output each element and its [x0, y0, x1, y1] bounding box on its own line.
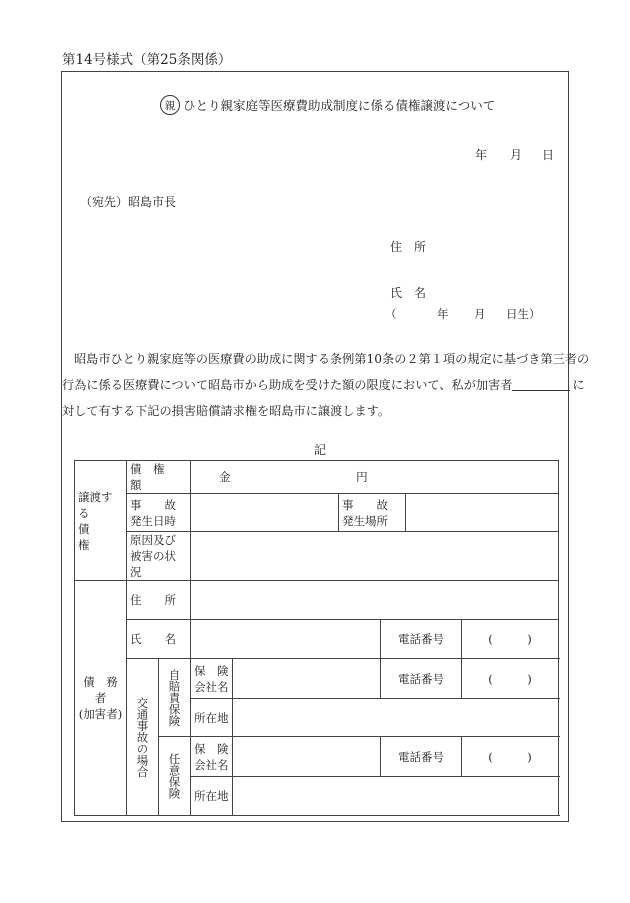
accident-place-line2: 発生場所: [342, 513, 388, 528]
ki-heading: 記: [314, 443, 327, 457]
amount-field[interactable]: [191, 461, 559, 494]
birth-day: 日生）: [506, 307, 541, 321]
body-line-2-text: 行為に係る医療費について昭島市から助成を受けた額の限度において、私が加害者: [62, 378, 513, 392]
debtor-address-field[interactable]: [191, 581, 559, 620]
debtor-name-field[interactable]: [191, 620, 381, 659]
accident-place-label: [339, 494, 406, 532]
cause-line2: 被害の状況: [130, 549, 176, 579]
form-title: [160, 95, 495, 115]
accident-place-field[interactable]: [406, 494, 559, 532]
form-title-text: ひとり親家庭等医療費助成制度に係る債権譲渡について: [183, 98, 496, 113]
perpetrator-blank: [512, 376, 570, 391]
nini-location-label: 所在地: [191, 777, 233, 816]
debtor-name-label: 氏 名: [127, 620, 191, 659]
date-day: 日: [542, 148, 555, 162]
amount-prefix: 金: [219, 470, 231, 484]
jibai-phone-label: 電話番号: [381, 659, 462, 699]
nini-label: 任意保険: [167, 753, 182, 799]
claim-group-line2: 債 権: [78, 521, 113, 552]
accident-datetime-line1: 事 故: [130, 497, 176, 512]
debtor-address-label: 住 所: [127, 581, 191, 620]
cause-field[interactable]: [191, 532, 559, 581]
nini-insco-label: [191, 737, 233, 777]
birth-month: 月: [474, 307, 486, 321]
birth-open-paren: （: [385, 307, 397, 321]
debtor-phone-field[interactable]: ( ): [462, 620, 559, 659]
accident-datetime-line2: 発生日時: [130, 513, 176, 528]
accident-place-line1: 事 故: [342, 497, 388, 512]
nini-phone-label: 電話番号: [381, 737, 462, 777]
nini-insco-line1: 保 険: [194, 741, 229, 756]
jibai-phone-field[interactable]: ( ): [462, 659, 559, 699]
jibai-label: 自賠責保険: [167, 668, 182, 727]
nini-phone-field[interactable]: ( ): [462, 737, 559, 777]
jibai-insco-label: [191, 659, 233, 699]
body-line-2: [62, 372, 585, 398]
amount-label: 債 権 額: [127, 461, 191, 494]
applicant-address-label: 住 所: [390, 240, 427, 254]
accident-datetime-label: [127, 494, 191, 532]
birth-year: 年: [437, 307, 449, 321]
cause-label: [127, 532, 191, 581]
traffic-accident-cell: [127, 659, 159, 816]
date-year: 年: [475, 148, 488, 162]
form-number-label: 第14号様式（第25条関係）: [62, 52, 232, 68]
jibai-location-field[interactable]: [233, 699, 559, 737]
debtor-group-line2: (加害者): [78, 707, 123, 721]
claim-table: [74, 460, 559, 816]
date-month: 月: [510, 148, 523, 162]
debtor-group-cell: [75, 581, 130, 816]
debtor-phone-label: 電話番号: [381, 620, 462, 659]
nini-insco-field[interactable]: [233, 737, 381, 777]
applicant-name-label: 氏 名: [390, 286, 427, 300]
traffic-accident-label: 交通事故の場合: [135, 696, 150, 778]
jibai-location-label: 所在地: [191, 699, 233, 737]
body-line-3: 対して有する下記の損害賠償請求権を昭島市に譲渡します。: [62, 404, 391, 418]
accident-datetime-field[interactable]: [191, 494, 339, 532]
parent-circle-mark: 親: [160, 95, 180, 115]
addressee: （宛先）昭島市長: [80, 195, 177, 209]
claim-group-cell: [75, 461, 127, 581]
nini-location-field[interactable]: [233, 777, 559, 816]
jibai-insco-line2: 会社名: [194, 679, 229, 694]
jibai-cell: [159, 659, 191, 737]
nini-cell: [159, 737, 191, 816]
jibai-insco-field[interactable]: [233, 659, 381, 699]
amount-unit: 円: [356, 470, 368, 484]
jibai-insco-line1: 保 険: [194, 663, 229, 678]
body-line-1: 昭島市ひとり親家庭等の医療費の助成に関する条例第10条の２第１項の規定に基づき第三者の: [74, 352, 590, 366]
claim-group-line1: 譲渡する: [78, 489, 113, 520]
body-line-2-end: に: [572, 378, 585, 392]
cause-line1: 原因及び: [130, 533, 176, 547]
nini-insco-line2: 会社名: [194, 757, 229, 772]
debtor-group-line1: 債 務 者: [83, 675, 130, 705]
